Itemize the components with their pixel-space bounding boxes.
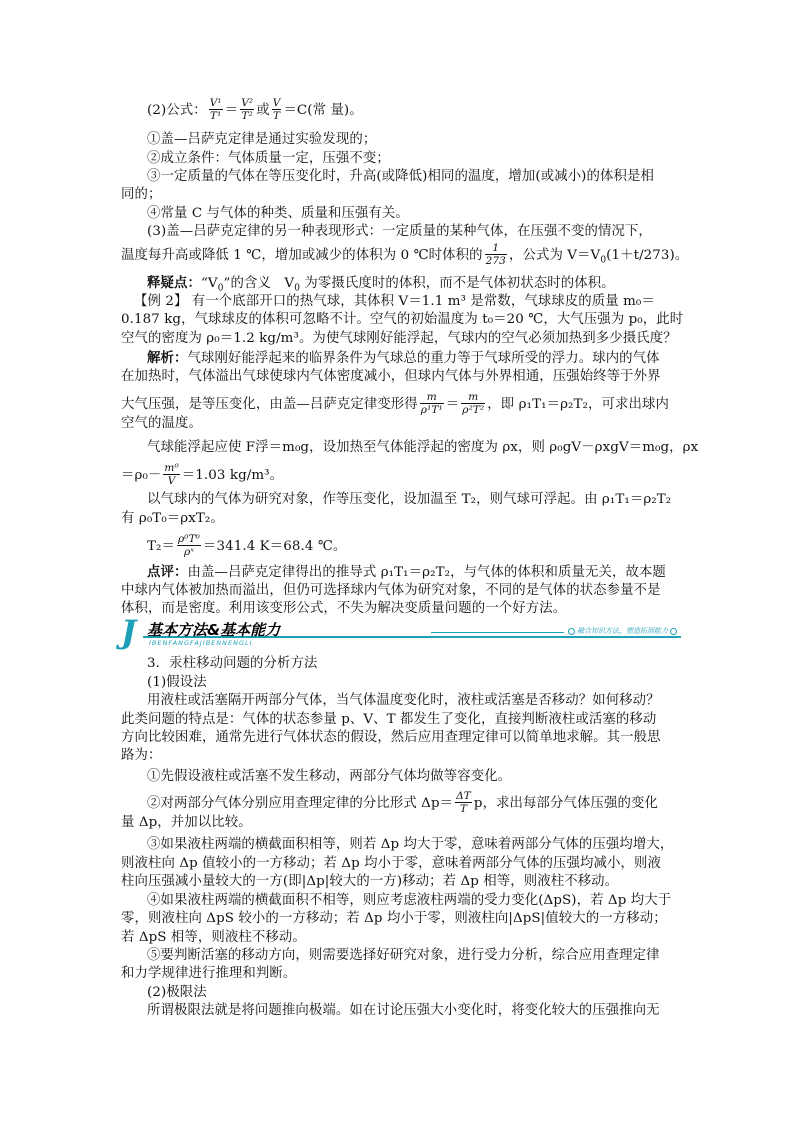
text-line: 则液柱向 Δp 值较小的一方移动；若 Δp 均小于零，意味着两部分气体的压强均减小，则液 xyxy=(121,856,661,871)
text-line: 空气的密度为 ρ₀＝1.2 kg/m³。为使气球刚好能浮起，气球内的空气必须加热到多少摄氏度？ xyxy=(121,331,677,346)
fraction: $\frac{\text{ρ⁰T⁰}}{\text{ρˣ}}$ xyxy=(178,533,200,558)
subsection-heading: 3．汞柱移动问题的分析方法 xyxy=(147,656,318,671)
dot-icon xyxy=(568,628,575,635)
text-line: 零，则液柱向 ΔpS 较小的一方移动；若 Δp 均小于零，则液柱向|ΔpS|值较大的一方移动； xyxy=(121,911,667,926)
text-line: (1)假设法 xyxy=(147,675,207,690)
fraction: $\frac{V}{T}$ xyxy=(272,97,281,122)
solution-line: 解析：气球刚好能浮起来的临界条件为气球总的重力等于气球所受的浮力。球内的气体 xyxy=(147,350,660,366)
text-line: 所谓极限法就是将问题推向极端。如在讨论压强大小变化时，将变化较大的压强推向无 xyxy=(147,1003,660,1018)
text: (2)公式： xyxy=(147,103,207,118)
text-line: (3)盖—吕萨克定律的另一种表现形式：一定质量的某种气体，在压强不变的情况下， xyxy=(147,224,652,239)
text-line: 有 ρ₀T₀＝ρxT₂。 xyxy=(121,511,224,526)
explanation-line: 释疑点：“$V_0$”的含义 $V_0$ 为零摄氏度时的体积，而不是气体初状态时的体积。 xyxy=(147,275,615,294)
text-line: 用液柱或活塞隔开两部分气体，当气体温度变化时，液柱或活塞是否移动？如何移动？ xyxy=(147,693,660,708)
text-line: (2)极限法 xyxy=(147,985,207,1000)
fraction: $\frac{\Delta T}{T}$ xyxy=(456,790,471,815)
text-line: ⑤要判断活塞的移动方向，则需要选择好研究对象，进行受力分析，综合应用查理定律 xyxy=(147,948,660,963)
text-line: 以气球内的气体为研究对象，作等压变化，设加温至 T₂，则气球可浮起。由 ρ₁T₁＝ρ₂T₂ xyxy=(147,492,672,507)
comment-line: 点评：由盖—吕萨克定律得出的推导式 ρ₁T₁＝ρ₂T₂，与气体的体积和质量无关，故本题 xyxy=(147,564,666,580)
text-line: ②成立条件：气体质量一定，压强不变； xyxy=(147,151,390,166)
text-line: ③一定质量的气体在等压变化时，升高(或降低)相同的温度，增加(或减小)的体积是相 xyxy=(147,169,654,184)
section-title: 基本方法&基本能力 xyxy=(147,621,281,639)
text-line: 0.187 kg，气球球皮的体积可忽略不计。空气的初始温度为 t₀＝20 ℃，大气压强为 p₀，此时 xyxy=(121,312,684,327)
text-line: ④常量 C 与气体的种类、质量和压强有关。 xyxy=(147,206,409,221)
dot-icon xyxy=(670,628,677,635)
section-banner xyxy=(121,613,681,651)
banner-logo: J xyxy=(121,613,137,651)
text-line: 路为： xyxy=(121,748,162,763)
formula-line: T₂＝ $\frac{\text{ρ⁰T⁰}}{\text{ρˣ}}$ ＝341.4 K＝68.4 ℃。 xyxy=(147,533,347,558)
fraction: $\frac{m}{\text{ρ²T²}}$ xyxy=(462,391,485,416)
text-line: 柱向压强减小量较大的一方(即|Δp|较大的一方)移动；若 Δp 相等，则液柱不移动。 xyxy=(121,874,619,889)
fraction: $\frac{\text{V²}}{\text{T²}}$ xyxy=(241,97,254,122)
text-line: 若 ΔpS 相等，则液柱不移动。 xyxy=(121,930,306,945)
text-line: 在加热时，气体溢出气球使球内气体密度减小，但球内气体与外界相通，压强始终等于外界 xyxy=(121,369,661,384)
formula-line: ＝ρ₀－ $\frac{\text{m⁰}}{V}$ ＝1.03 kg/m³。 xyxy=(121,462,284,487)
fraction: $\frac{m}{\text{ρ¹T¹}}$ xyxy=(420,391,443,416)
formula-line: (2)公式： $\frac{\text{V¹}}{\text{T¹}}$ ＝ $\frac{\text{V²}}{\text{T²}}$ 或 $\frac{V}{T}$ ＝C(常 量)。 xyxy=(147,97,363,122)
text-line: ③如果液柱两端的横截面积相等，则若 Δp 均大于零，意味着两部分气体的压强均增大， xyxy=(147,837,674,852)
section-tag: 融合知识方法，塑造拓展能力 xyxy=(564,626,681,636)
text-line: 和力学规律进行推理和判断。 xyxy=(121,966,297,981)
formula-line: ②对两部分气体分别应用查理定律的分比形式 Δp＝ $\frac{\Delta T}{T}$ p，求出每部分气体压强的变化 xyxy=(147,790,658,815)
section-subtitle: IBENFANGFAJIBENNENGLI xyxy=(149,639,253,647)
text-line: ①盖—吕萨克定律是通过实验发现的； xyxy=(147,132,377,147)
formula-line: 大气压强，是等压变化，由盖—吕萨克定律变形得 $\frac{m}{\text{ρ¹T¹}}$ ＝ $\frac{m}{\text{ρ²T²}}$ ，即 ρ₁T₁＝ρ₂T₂，可求出球内 xyxy=(121,391,669,416)
text-line: 方向比较困难，通常先进行气体状态的假设，然后应用查理定律可以简单地求解。其一般思 xyxy=(121,730,661,745)
formula-line: 温度每升高或降低 1 ℃，增加或减少的体积为 0 ℃时体积的 $\frac{1}{273}$ ，公式为 $V=V_0(1+t/273)$。 xyxy=(121,242,689,267)
text-line: ①先假设液柱或活塞不发生移动，两部分气体均做等容变化。 xyxy=(147,769,512,784)
fraction: $\frac{\text{m⁰}}{V}$ xyxy=(164,462,179,487)
fraction: $\frac{\text{V¹}}{\text{T¹}}$ xyxy=(209,97,222,122)
text-line: ④如果液柱两端的横截面积不相等，则应考虑液柱两端的受力变化(ΔpS)，若 Δp 均大于 xyxy=(147,893,672,908)
text-line: 体积，而是密度。利用该变形公式，不失为解决变质量问题的一个好方法。 xyxy=(121,601,567,616)
text-line: 此类问题的特点是：气体的状态参量 p、V、T 都发生了变化，直接判断液柱或活塞的移动 xyxy=(121,712,657,727)
text-line: 气球能浮起应使 F浮＝m₀g，设加热至气体能浮起的密度为 ρx，则 ρ₀gV－ρxgV＝m₀g，ρx xyxy=(147,440,699,455)
example-title: 【例 2】 有一个底部开口的热气球，其体积 V＝1.1 m³ 是常数，气球球皮的质量 m₀＝ xyxy=(134,294,655,309)
text-line: 同的； xyxy=(121,187,162,202)
text-line: 空气的温度。 xyxy=(121,416,202,431)
fraction: $\frac{1}{273}$ xyxy=(485,242,506,267)
text-line: 中球内气体被加热而溢出，但仍可选择球内气体为研究对象，不同的是气体的状态参量不是 xyxy=(121,583,661,598)
text-line: 量 Δp，并加以比较。 xyxy=(121,815,252,830)
